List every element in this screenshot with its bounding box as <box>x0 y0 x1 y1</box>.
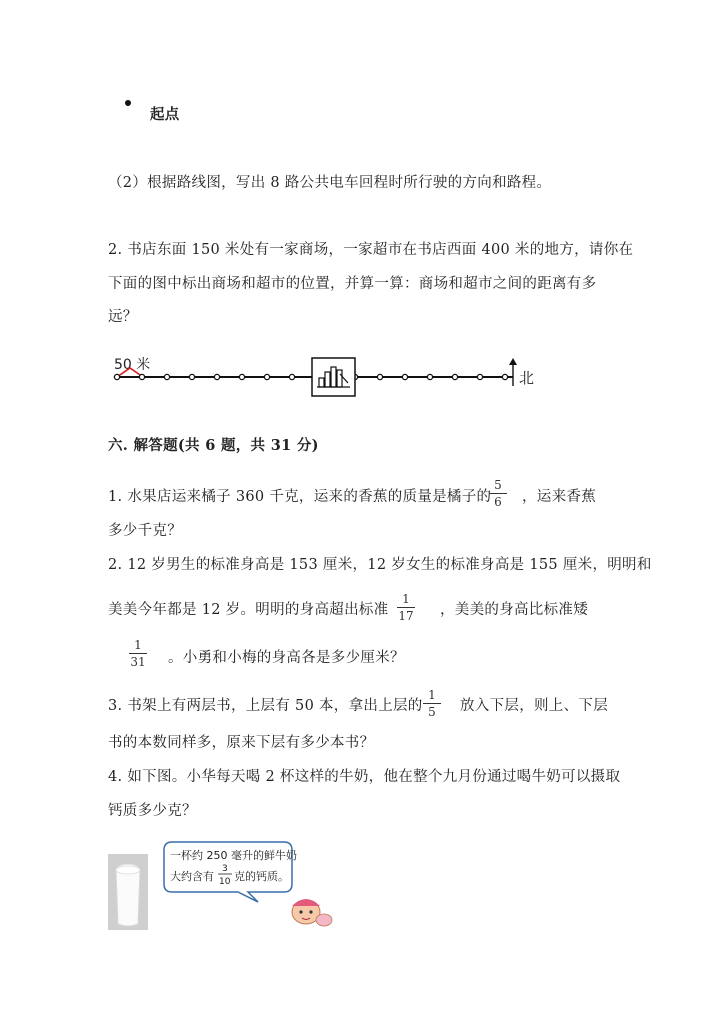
problem2-line3: 远？ <box>108 309 138 325</box>
bubble-frac-num: 3 <box>222 864 228 874</box>
problem2-line1: 2. 书店东面 150 米处有一家商场，一家超市在书店西面 400 米的地方，请你在 <box>108 242 634 258</box>
q1-line2: 多少千克？ <box>108 523 182 539</box>
fraction-numerator: 1 <box>428 688 436 702</box>
q3-line1: 3. 书架上有两层书，上层有 50 本，拿出上层的 <box>108 698 423 714</box>
q4-line1: 4. 如下图。小华每天喝 2 杯这样的牛奶，他在整个九月份通过喝牛奶可以摄取 <box>108 769 621 785</box>
route-dot <box>402 374 407 379</box>
route-dot <box>289 374 294 379</box>
section6-heading: 六. 解答题(共 6 题，共 31 分) <box>108 437 319 454</box>
route-dot <box>452 374 457 379</box>
fraction-denominator: 17 <box>398 609 414 623</box>
route-dot <box>377 374 382 379</box>
q3-line1-after: 放入下层，则上、下层 <box>460 698 608 714</box>
fraction-bar <box>129 653 147 654</box>
cartoon-character-icon <box>292 899 332 926</box>
route-dot <box>427 374 432 379</box>
fraction-numerator: 1 <box>402 592 410 606</box>
bubble-line2-before: 大约含有 <box>170 870 214 883</box>
north-label: 北 <box>519 369 535 387</box>
route-dot <box>214 374 219 379</box>
route-dot <box>189 374 194 379</box>
north-arrow-head <box>509 358 517 365</box>
fraction-numerator: 1 <box>134 638 142 652</box>
q1-line1: 1. 水果店运来橘子 360 千克，运来的香蕉的质量是橘子的 <box>108 489 492 505</box>
q2-fraction2 <box>126 638 150 669</box>
q2-line2: 美美今年都是 12 岁。明明的身高超出标准 <box>108 602 389 618</box>
q3-line2: 书的本数同样多，原来下层有多少本书？ <box>108 735 375 751</box>
q4-line2: 钙质多少克？ <box>108 803 197 819</box>
fraction-denominator: 5 <box>428 705 436 719</box>
route-dot <box>164 374 169 379</box>
fraction-denominator: 31 <box>130 655 146 669</box>
start-point-dot <box>125 100 131 106</box>
route-dot <box>502 374 507 379</box>
fraction-numerator: 5 <box>494 478 502 492</box>
scale-label: 50 米 <box>114 357 151 373</box>
bubble-frac-den: 10 <box>219 877 231 887</box>
fraction-bar <box>397 607 415 608</box>
route-dot <box>114 374 119 379</box>
route-dot <box>239 374 244 379</box>
milk-illustration <box>108 840 348 940</box>
start-point-label: 起点 <box>150 106 180 123</box>
fraction-bar <box>489 493 507 494</box>
route-dot <box>264 374 269 379</box>
route-dot <box>139 374 144 379</box>
q1-fraction <box>486 478 510 509</box>
sub-question-2: （2）根据路线图，写出 8 路公共电车回程时所行驶的方向和路程。 <box>108 175 552 191</box>
milk-glass-icon <box>108 854 148 930</box>
q2-line2-after: ，美美的身高比标准矮 <box>440 602 588 618</box>
q2-fraction1 <box>394 592 418 623</box>
fraction-denominator: 6 <box>494 495 502 509</box>
route-dot <box>477 374 482 379</box>
q1-line1-after: ，运来香蕉 <box>522 489 596 505</box>
bubble-line1: 一杯约 250 毫升的鲜牛奶 <box>170 849 297 862</box>
q2-line1: 2. 12 岁男生的标准身高是 153 厘米，12 岁女生的标准身高是 155 厘米，明明和 <box>108 557 652 573</box>
route-diagram <box>108 350 548 400</box>
bubble-line2-after: 克的钙质。 <box>234 870 289 883</box>
fraction-bar <box>423 703 441 704</box>
q3-fraction <box>420 688 444 719</box>
problem2-line2: 下面的图中标出商场和超市的位置，并算一算：商场和超市之间的距离有多 <box>108 276 597 292</box>
q2-line3: 。小勇和小梅的身高各是多少厘米？ <box>168 650 405 666</box>
